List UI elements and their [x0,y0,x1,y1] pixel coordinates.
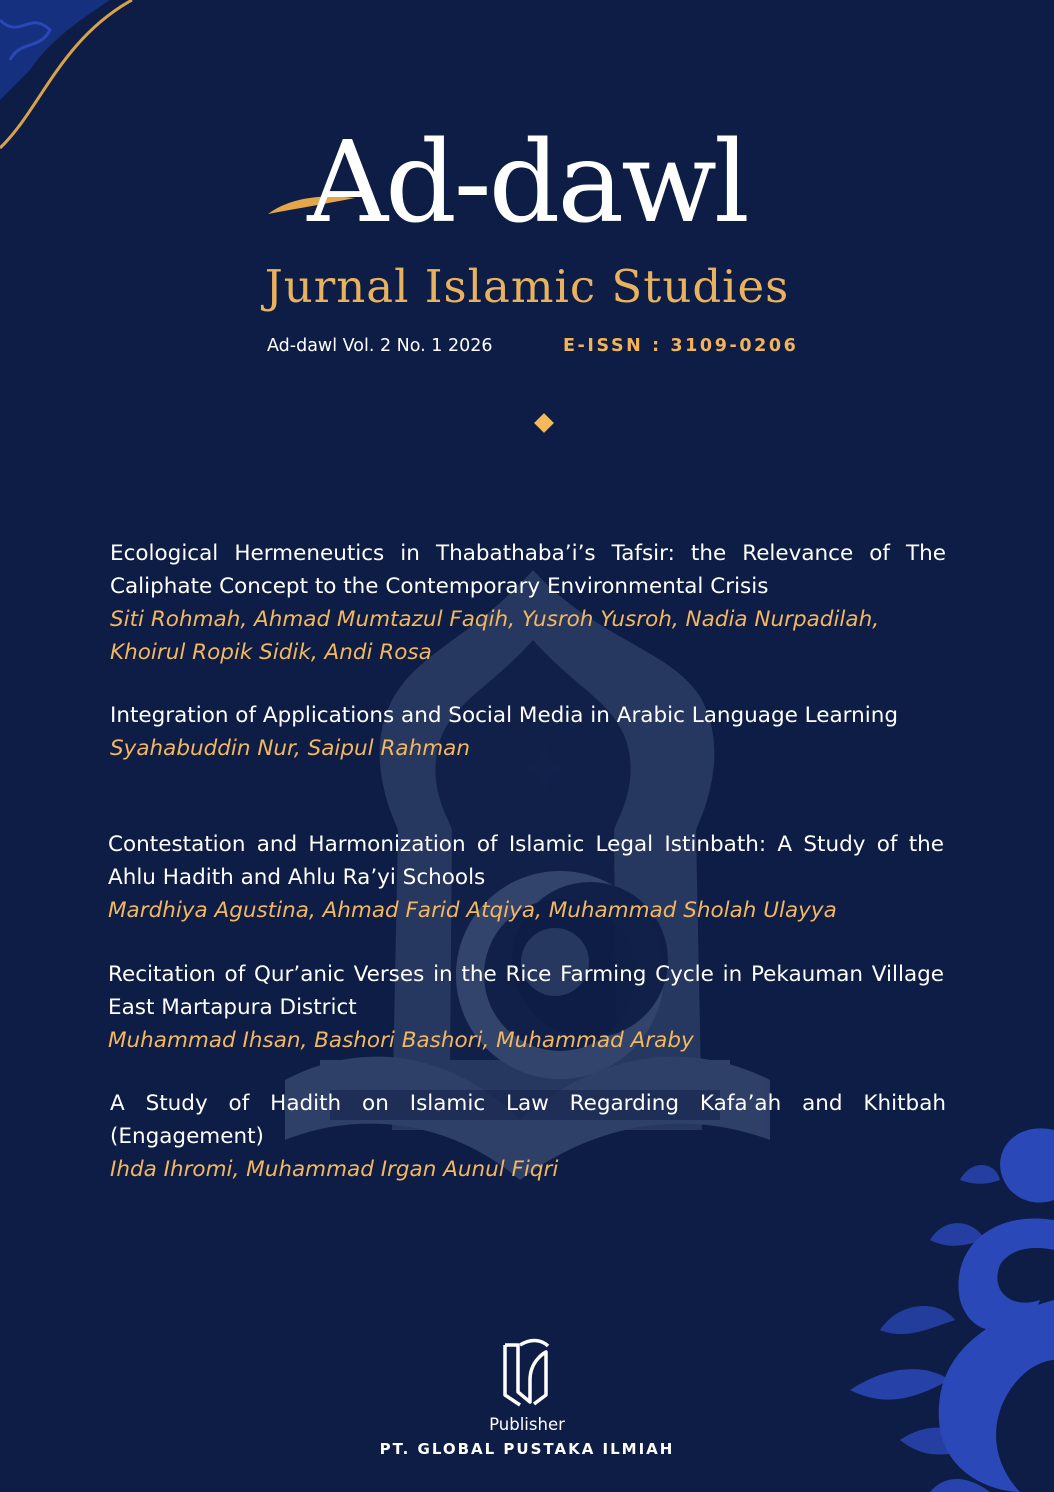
article-authors: Muhammad Ihsan, Bashori Bashori, Muhammad Araby [108,1028,694,1053]
article-authors: Siti Rohmah, Ahmad Mumtazul Faqih, Yusroh Yusroh, Nadia Nurpadilah, Khoirul Ropik Sidik, Andi Rosa [110,607,880,665]
article-title: Ecological Hermeneutics in Thabathaba’i’s Tafsir: the Relevance of The Caliphate Concept to the Contemporary Environmental Crisis [110,541,946,599]
article-title: A Study of Hadith on Islamic Law Regarding Kafa’ah and Khitbah (Engagement) [110,1091,946,1149]
article-authors: Syahabuddin Nur, Saipul Rahman [110,736,470,761]
article-authors: Mardhiya Agustina, Ahmad Farid Atqiya, Muhammad Sholah Ulayya [108,898,837,923]
article-authors: Ihda Ihromi, Muhammad Irgan Aunul Fiqri [110,1157,559,1182]
issn: E-ISSN : 3109-0206 [563,336,799,356]
journal-subtitle: Jurnal Islamic Studies [264,260,790,313]
article-title: Integration of Applications and Social Media in Arabic Language Learning [110,703,899,728]
issue-info: Ad-dawl Vol. 2 No. 1 2026 [267,336,493,356]
publisher-label: Publisher [489,1415,565,1434]
article-title: Contestation and Harmonization of Islamic Legal Istinbath: A Study of the Ahlu Hadith and Ahlu Ra’yi Schools [108,832,944,890]
journal-title: Ad-dawl [307,118,747,248]
publisher-name: PT. GLOBAL PUSTAKA ILMIAH [379,1440,675,1458]
article-title: Recitation of Qur’anic Verses in the Rice Farming Cycle in Pekauman Village East Martapura District [108,962,944,1020]
